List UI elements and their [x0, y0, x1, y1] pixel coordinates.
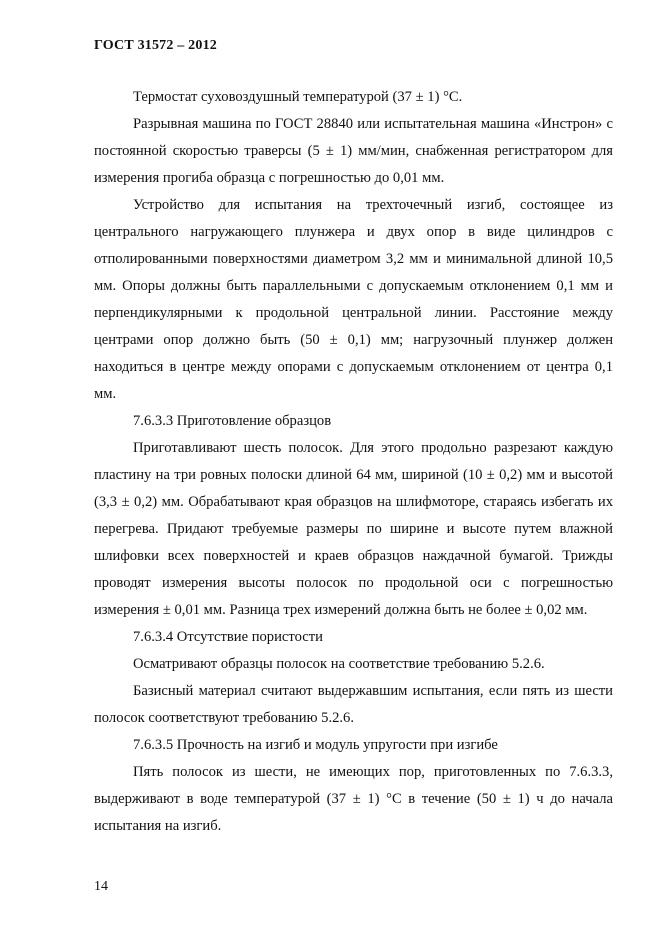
section-heading-7-6-3-4: 7.6.3.4 Отсутствие пористости — [133, 629, 323, 645]
paragraph-testing-machine: Разрывная машина по ГОСТ 28840 или испытательная машина «Инстрон» с постоянной скоростью траверсы (5 ± 1) мм/мин, снабженная регистратором для измерения прогиба образца с погрешностью до 0,01 мм. — [94, 116, 613, 186]
document-body — [94, 84, 613, 840]
section-heading-7-6-3-5: 7.6.3.5 Прочность на изгиб и модуль упругости при изгибе — [133, 737, 498, 753]
paragraph-soaking: Пять полосок из шести, не имеющих пор, приготовленных по 7.6.3.3, выдерживают в воде температурой (37 ± 1) °С в течение (50 ± 1) ч до начала испытания на изгиб. — [94, 764, 613, 834]
paragraph-acceptance: Базисный материал считают выдержавшим испытания, если пять из шести полосок соответствуют требованию 5.2.6. — [94, 683, 613, 726]
page-number: 14 — [94, 879, 108, 894]
paragraph-inspection: Осматривают образцы полосок на соответствие требованию 5.2.6. — [133, 656, 545, 672]
paragraph-bending-device: Устройство для испытания на трехточечный изгиб, состоящее из центрального нагружающего плунжера и двух опор в виде цилиндров с отполированными поверхностями диаметром 3,2 мм и минимальной длиной 10,5 мм. Опоры должны быть параллельными с допускаемым отклонением 0,1 мм и перпендикулярными к продольной центральной линии. Расстояние между центрами опор должно быть (50 ± 0,1) мм; нагрузочный плунжер должен находиться в центре между опорами с допускаемым отклонением от центра 0,1 мм. — [94, 197, 613, 402]
paragraph-sample-preparation: Приготавливают шесть полосок. Для этого продольно разрезают каждую пластину на три ровных полоски длиной 64 мм, шириной (10 ± 0,2) мм и высотой (3,3 ± 0,2) мм. Обрабатывают края образцов на шлифмоторе, стараясь избегать их перегрева. Придают требуемые размеры по ширине и высоте путем влажной шлифовки всех поверхностей и краев образцов наждачной бумагой. Трижды проводят измерения высоты полосок по продольной оси с погрешностью измерения ± 0,01 мм. Разница трех измерений должна быть не более ± 0,02 мм. — [94, 440, 613, 618]
paragraph-thermostat: Термостат суховоздушный температурой (37 ± 1) °С. — [133, 89, 463, 105]
document-header: ГОСТ 31572 – 2012 — [94, 38, 217, 53]
section-heading-7-6-3-3: 7.6.3.3 Приготовление образцов — [133, 413, 332, 429]
